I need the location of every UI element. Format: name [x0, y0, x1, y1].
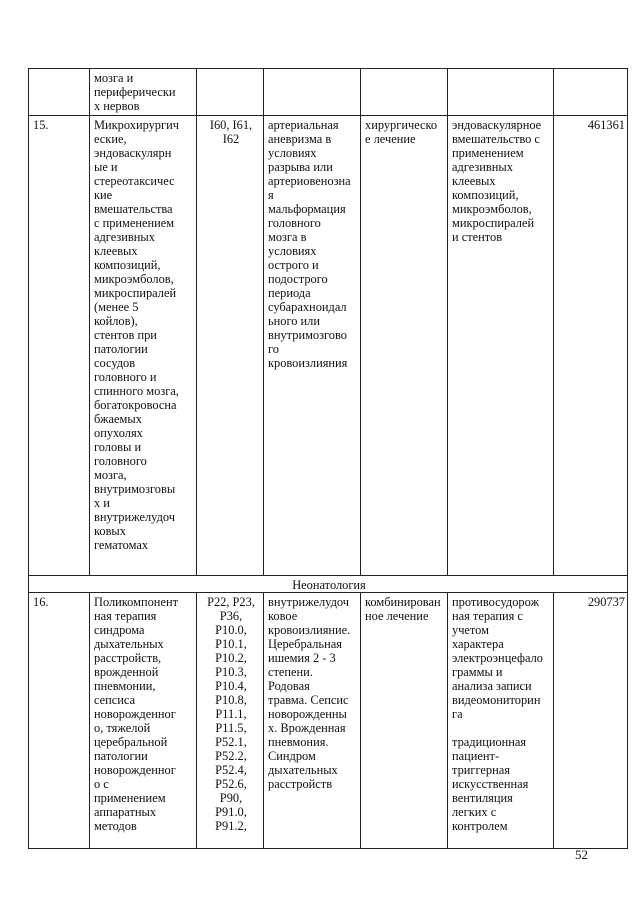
- care-type-name: Поликомпонент ная терапия синдрома дыхательных расстройств, врожденной пневмонии, сепсиса новорожденног о, тяжелой церебральной патологии новорожденног о с применением аппаратных методов: [90, 593, 197, 849]
- row-number: [29, 69, 90, 116]
- treatment-type: комбинирован ное лечение: [361, 593, 448, 849]
- treatment-type: хирургическо е лечение: [361, 116, 448, 576]
- care-type-name: Микрохирургич еские, эндоваскулярн ые и стереотаксичес кие вмешательства с применением адгезивных клеевых композиций, микроэмболов, микроспиралей (менее 5 койлов), стентов при патологии сосудов головного и спинного мозга, богатокровосна бжаемых опухолях головы и головного мозга, внутримозговы х и внутрижелудоч ковых гематомах: [90, 116, 197, 576]
- treatment-method: [448, 69, 554, 116]
- standard-cost: [554, 69, 628, 116]
- page-number: 52: [575, 847, 588, 862]
- icd-codes: I60, I61, I62: [197, 116, 264, 576]
- row-number: 16.: [29, 593, 90, 849]
- row-number: 15.: [29, 116, 90, 576]
- treatment-method: противосудорож ная терапия с учетом характера электроэнцефало граммы и анализа записи видеомониторин га традиционная пациент- триггерная искусственная вентиляция легких с контролем: [448, 593, 554, 849]
- medical-care-table: [28, 68, 628, 849]
- standard-cost: 290737: [554, 593, 628, 849]
- treatment-type: [361, 69, 448, 116]
- icd-codes: P22, P23, P36, P10.0, P10.1, P10.2, P10.3, P10.4, P10.8, P11.1, P11.5, P52.1, P52.2, P52.4, P52.6, P90, P91.0, P91.2,: [197, 593, 264, 849]
- table-row: [29, 116, 628, 576]
- section-row: [29, 576, 628, 593]
- table-row: [29, 69, 628, 116]
- icd-codes: [197, 69, 264, 116]
- patient-model: артериальная аневризма в условиях разрыва или артериовенозна я мальформация головного мозга в условиях острого и подострого периода субарахноидал ьного или внутримозгово го кровоизлияния: [264, 116, 361, 576]
- standard-cost: 461361: [554, 116, 628, 576]
- treatment-method: эндоваскулярное вмешательство с применением адгезивных клеевых композиций, микроэмболов, микроспиралей и стентов: [448, 116, 554, 576]
- patient-model: [264, 69, 361, 116]
- patient-model: внутрижелудоч ковое кровоизлияние. Церебральная ишемия 2 - 3 степени. Родовая травма. Сепсис новорожденны х. Врожденная пневмония. Синдром дыхательных расстройств: [264, 593, 361, 849]
- section-title: Неонатология: [29, 576, 628, 593]
- care-type-name: мозга и периферически х нервов: [90, 69, 197, 116]
- table-row: [29, 593, 628, 849]
